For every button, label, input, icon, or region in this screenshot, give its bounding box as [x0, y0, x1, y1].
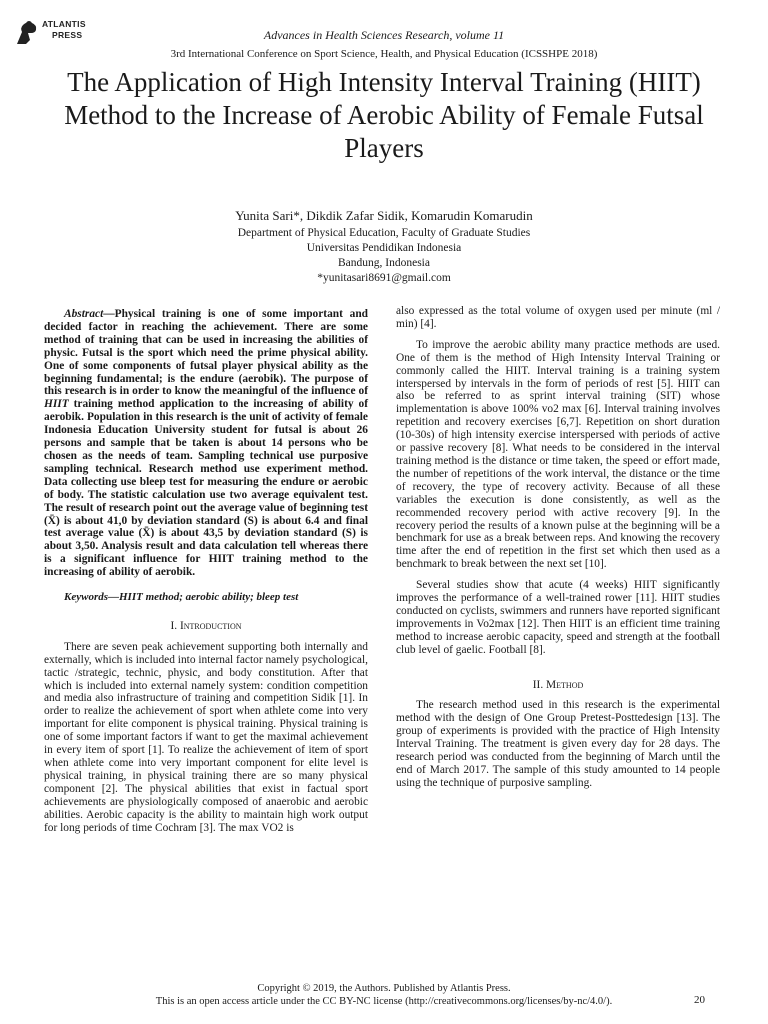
page-number: 20	[694, 994, 705, 1006]
affiliation-city: Bandung, Indonesia	[338, 257, 430, 269]
section-heading-introduction: I. Introduction	[170, 619, 242, 632]
affiliation-block	[0, 226, 768, 286]
conference-name: 3rd International Conference on Sport Science, Health, and Physical Education (ICSSHPE 2018)	[170, 48, 598, 60]
intro-paragraph-1: There are seven peak achievement supporting both internally and externally, which is included into internal factor namely psychological, tactic /strategic, technic, physic, and body constitution. After that which is included into external namely system: condition competition and media also infrastructure of training and competition Sidik [1]. In order to realize the achievement of sport when athlete come into very important for elite component is physical training. Physical training is one of some important factors if want to get the maximal achievement in every item of sport [1]. To realize the achievement of item of sport when athlete come into very important component for elite level is physical training, in physical training there are so many physical component [2]. The physical abilities that exist in factual sport achievements are physiologically composed of anaerobic and aerobic abilities. Aerobic capacity is the ability to maintain high work output for long periods of time Cochram [3]. The max VO2 is	[44, 640, 368, 834]
abstract-dash: —	[103, 308, 115, 320]
method-paragraph-1: The research method used in this research is the experimental method with the design of One Group Pretest-Posttedesign [13]. The group of experiments is provided with the practice of High Intensity Interval Training. The treatment is given every day for 28 days. The research period was conducted from the beginning of March until the end of March 2017. The sample of this study amounted to 14 people using the technique of purposive sampling.	[396, 699, 720, 789]
author-list: Yunita Sari*, Dikdik Zafar Sidik, Komarudin Komarudin	[235, 208, 533, 223]
keywords: Keywords—HIIT method; aerobic ability; bleep test	[64, 591, 299, 604]
author-email: *yunitasari8691@gmail.com	[317, 272, 451, 284]
paper-title: The Application of High Intensity Interval Training (HIIT) Method to the Increase of Aerobic Ability of Female Futsal Players	[64, 67, 704, 163]
abstract	[44, 308, 368, 579]
right-column	[396, 305, 720, 790]
intro-paragraph-2: To improve the aerobic ability many practice methods are used. One of them is the method of High Intensity Interval Training or commonly called the HIIT. Interval training is a training system interspersed by intervals in the form of periods of rest [5]. HIIT can also be referred to as sprint interval training (SIT) whose implementation is above 100% vo2 max [6]. Interval training involves repetition and recovery exercises [6,7]. Repetition on short duration (10-30s) of high intensity exercise interspersed with periods of active or passive recovery [8]. What needs to be considered in the interval training method is the distance or time taken, the speed or effort made, the number of repetitions of the work interval, the distance or the time of recovery, the type of recovery activity. Because of all these variables the execution is done consistently, as well as the recommended recovery period with active recovery [9]. In the recovery period the results of a known pulse at the beginning will be a benchmark for use as a break between reps. And knowing the recovery time after the end of repetition in the first set which then used as a benchmark to break between the next set [10].	[396, 338, 720, 571]
publisher-name-line1: ATLANTIS	[42, 19, 86, 29]
section-heading-method: II. Method	[532, 678, 584, 691]
journal-title: Advances in Health Sciences Research, volume 11	[263, 28, 505, 42]
publisher-name-line2: PRESS	[52, 30, 83, 40]
intro-paragraph-1-continued: also expressed as the total volume of oxygen used per minute (ml / min) [4].	[396, 305, 720, 330]
copyright-line: Copyright © 2019, the Authors. Published by Atlantis Press.	[257, 983, 511, 994]
left-column	[44, 308, 368, 834]
license-line: This is an open access article under the CC BY-NC license (http://creativecommons.org/licenses/by-nc/4.0/).	[155, 996, 613, 1007]
abstract-text-part1: Physical training is one of some important and decided factor in reaching the achievement. There are some method of training that can be used in increasing the abilities of physic. Futsal is the sport which need the prime physical ability. One of some components of futsal player physical ability as the beginning fundamental; is the endure (aerobik). The purpose of this research is in order to know the meaningful of the influence of	[44, 308, 368, 398]
copyright-footer	[0, 982, 768, 1008]
abstract-hiit-term: HIIT	[44, 398, 69, 411]
abstract-label: Abstract	[64, 308, 104, 320]
intro-paragraph-3: Several studies show that acute (4 weeks) HIIT significantly improves the performance of a well-trained rower [11]. HIIT studies conducted on cyclists, swimmers and runners have reported significant improvements in Vo2max [12]. Then HIIT is an efficient time training method to increase aerobic capacity, speed and strength at the football club level of gaelic. Football [8].	[396, 579, 720, 656]
affiliation-department: Department of Physical Education, Faculty of Graduate Studies	[237, 227, 531, 239]
abstract-text-part2: training method application to the increasing of ability of aerobik. Population in this research is the unit of activity of female Indonesia Education University student for futsal is about 26 persons and sample that be taken is about 14 persons who be chosen as the needs of team. Sampling technical use purposive sampling technical. Research method use experiment method. Data collecting use bleep test for measuring the endure or aerobic of body. The statistic calculation use two average equivalent test. The result of research point out the average value of beginning test (X̄) is about 41,0 by deviation standard (S) is about 6.4 and final test average value (X̄) is about 43,5 by deviation standard (S) is about 3,50. Analysis result and data calculation tell whereas there is a significant influence for HIIT training method to the increasing of ability of aerobik.	[44, 398, 368, 579]
affiliation-university: Universitas Pendidikan Indonesia	[306, 242, 462, 254]
